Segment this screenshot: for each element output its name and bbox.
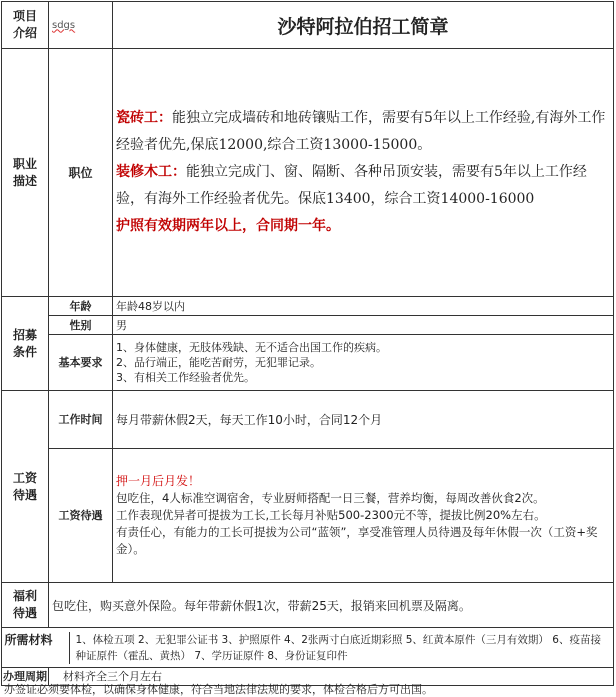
pay-label: 工资待遇 — [49, 449, 113, 583]
wage-section-label: 工资 待遇 — [2, 391, 49, 583]
carpenter-title: 装修木工： — [116, 164, 186, 180]
item-intro-label: 项目 介绍 — [2, 2, 49, 49]
work-time-row — [2, 391, 614, 449]
period-label: 办理周期 — [2, 668, 49, 686]
tile-worker-title: 瓷砖工： — [116, 110, 172, 126]
gender-row — [2, 316, 614, 335]
age-row — [2, 297, 614, 316]
benefit-section-label: 福利 待遇 — [2, 583, 49, 628]
age-label: 年龄 — [49, 297, 113, 316]
carpenter-desc: 能独立完成门、窗、隔断、各种吊顶安装，需要有5年以上工作经验，有海外工作经验者优先。保底13400，综合工资14000-16000 — [116, 164, 587, 207]
benefit-value: 包吃住，购买意外保险。每年带薪休假1次，带薪25天，报销来回机票及隔离。 — [49, 583, 614, 628]
cut-off-footer — [0, 683, 616, 696]
materials-label: 所需材料 — [4, 632, 53, 647]
passport-note: 护照有效期两年以上，合同期一年。 — [116, 218, 340, 234]
pay-highlight: 押一月后月发！ — [116, 474, 201, 488]
job-position-label: 职位 — [49, 49, 113, 297]
pay-line: 工作表现优异者可提拔为工长,工长每月补贴500-2300元不等，提拔比例20%左右。 — [116, 508, 546, 522]
gender-label: 性别 — [49, 316, 113, 335]
cut-off-text: 办签证必须要体检，以确保身体健康，符合当地法律法规的要求，体检合格后方可出国。 — [4, 683, 433, 696]
pay-line: 包吃住，4人标准空调宿舍，专业厨师搭配一日三餐，营养均衡，每周改善伙食2次。 — [116, 491, 545, 505]
note-text: sdgs — [49, 2, 113, 49]
header-row — [2, 2, 614, 49]
period-value: 材料齐全三个月左右 — [49, 668, 614, 686]
job-description — [113, 49, 614, 297]
age-value: 年龄48岁以内 — [113, 297, 614, 316]
materials-row — [2, 628, 614, 668]
basic-req-item: 1、身体健康，无肢体残缺、无不适合出国工作的疾病。 — [116, 341, 387, 354]
work-time-label: 工作时间 — [49, 391, 113, 449]
pay-description — [113, 449, 614, 583]
work-time-value: 每月带薪休假2天，每天工作10小时，合同12个月 — [113, 391, 614, 449]
basic-req-row — [2, 335, 614, 391]
recruit-section-label: 招募 条件 — [2, 297, 49, 391]
pay-line: 有责任心，有能力的工长可提拔为公司“蓝领”，享受准管理人员待遇及每年休假一次（工资+奖金）。 — [116, 525, 598, 556]
job-section-label: 职业 描述 — [2, 49, 49, 297]
tile-worker-desc: 能独立完成墙砖和地砖镶贴工作，需要有5年以上工作经验,有海外工作经验者优先,保底12000,综合工资13000-15000。 — [116, 110, 606, 153]
basic-req-item: 3、有相关工作经验者优先。 — [116, 371, 255, 384]
gender-value: 男 — [113, 316, 614, 335]
benefit-row — [2, 583, 614, 628]
basic-req-list — [113, 335, 614, 391]
materials-cell — [4, 628, 614, 668]
page-title: 沙特阿拉伯招工简章 — [113, 2, 614, 49]
job-row — [2, 49, 614, 297]
recruitment-table — [1, 1, 614, 686]
basic-req-label: 基本要求 — [49, 335, 113, 391]
pay-row — [2, 449, 614, 583]
basic-req-item: 2、品行端正，能吃苦耐劳，无犯罪记录。 — [116, 356, 321, 369]
materials-value: 1、体检五项 2、无犯罪公证书 3、护照原件 4、2张两寸白底近期彩照 5、红黄本原件（三月有效期） 6、疫苗接种证原件（霍乱、黄热） 7、学历证原件 8、身份证复印件 — [69, 632, 611, 664]
